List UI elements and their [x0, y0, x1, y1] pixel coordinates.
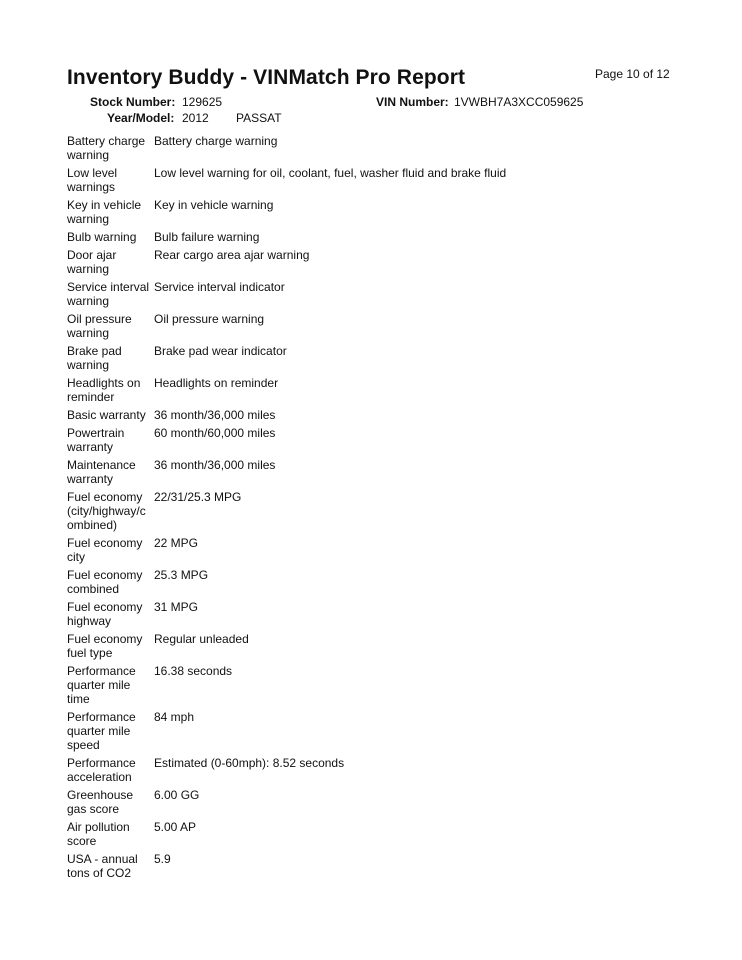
spec-row: [67, 756, 667, 784]
year-model-label: Year/Model:: [107, 111, 175, 125]
spec-row: [67, 312, 667, 340]
spec-value: Bulb failure warning: [154, 230, 260, 244]
spec-row: [67, 600, 667, 628]
stock-number-label: Stock Number:: [90, 95, 176, 109]
spec-label: Key in vehicle warning: [67, 198, 142, 226]
stock-number-row: [90, 95, 175, 109]
stock-number-value: 129625: [182, 95, 223, 109]
spec-table: [67, 134, 667, 884]
spec-label: Performance quarter mile time: [67, 664, 136, 706]
spec-value: Rear cargo area ajar warning: [154, 248, 310, 262]
spec-label: Performance acceleration: [67, 756, 136, 784]
spec-row: [67, 788, 667, 816]
spec-value: Low level warning for oil, coolant, fuel, washer fluid and brake fluid: [154, 166, 507, 180]
model-value: PASSAT: [236, 111, 282, 125]
spec-label: Performance quarter mile speed: [67, 710, 136, 752]
spec-value: 60 month/60,000 miles: [154, 426, 276, 440]
spec-label: Powertrain warranty: [67, 426, 125, 454]
spec-value: 22 MPG: [154, 536, 199, 550]
spec-label: Fuel economy fuel type: [67, 632, 143, 660]
spec-label: Bulb warning: [67, 230, 137, 244]
spec-value: Battery charge warning: [154, 134, 278, 148]
spec-value: 16.38 seconds: [154, 664, 233, 678]
page-number: Page 10 of 12: [595, 67, 670, 81]
spec-value: 84 mph: [154, 710, 195, 724]
spec-row: [67, 632, 667, 660]
spec-row: [67, 426, 667, 454]
spec-value: Oil pressure warning: [154, 312, 265, 326]
year-model-row: [107, 111, 174, 125]
spec-value: Key in vehicle warning: [154, 198, 274, 212]
spec-label: Basic warranty: [67, 408, 146, 422]
spec-row: [67, 230, 667, 244]
spec-row: [67, 458, 667, 486]
spec-value: 5.00 AP: [154, 820, 197, 834]
spec-label: Fuel economy highway: [67, 600, 143, 628]
spec-row: [67, 166, 667, 194]
spec-row: [67, 820, 667, 848]
spec-value: 5.9: [154, 852, 171, 866]
spec-row: [67, 408, 667, 422]
spec-value: Brake pad wear indicator: [154, 344, 287, 358]
spec-value: Estimated (0-60mph): 8.52 seconds: [154, 756, 345, 770]
spec-row: [67, 568, 667, 596]
spec-label: Low level warnings: [67, 166, 118, 194]
year-value: 2012: [182, 111, 209, 125]
spec-value: Headlights on reminder: [154, 376, 279, 390]
spec-label: Fuel economy combined: [67, 568, 143, 596]
spec-value: 22/31/25.3 MPG: [154, 490, 242, 504]
spec-label: Oil pressure warning: [67, 312, 132, 340]
spec-value: Service interval indicator: [154, 280, 285, 294]
spec-label: Battery charge warning: [67, 134, 146, 162]
vin-number-row: [376, 95, 449, 109]
spec-label: Fuel economy (city/highway/c ombined): [67, 490, 146, 532]
spec-row: [67, 344, 667, 372]
spec-label: Air pollution score: [67, 820, 130, 848]
spec-row: [67, 198, 667, 226]
spec-row: [67, 664, 667, 706]
spec-row: [67, 376, 667, 404]
spec-value: 36 month/36,000 miles: [154, 458, 276, 472]
spec-label: Service interval warning: [67, 280, 150, 308]
spec-label: Greenhouse gas score: [67, 788, 134, 816]
spec-row: [67, 536, 667, 564]
spec-label: Maintenance warranty: [67, 458, 136, 486]
spec-value: 6.00 GG: [154, 788, 200, 802]
spec-value: 31 MPG: [154, 600, 199, 614]
vin-number-label: VIN Number:: [376, 95, 449, 109]
spec-row: [67, 280, 667, 308]
spec-value: 25.3 MPG: [154, 568, 209, 582]
spec-row: [67, 134, 667, 162]
spec-row: [67, 852, 667, 880]
spec-label: Brake pad warning: [67, 344, 122, 372]
spec-label: Door ajar warning: [67, 248, 117, 276]
report-title: Inventory Buddy - VINMatch Pro Report: [67, 66, 466, 89]
spec-row: [67, 710, 667, 752]
spec-label: Headlights on reminder: [67, 376, 141, 404]
spec-row: [67, 248, 667, 276]
vin-number-value: 1VWBH7A3XCC059625: [454, 95, 584, 109]
spec-value: Regular unleaded: [154, 632, 249, 646]
spec-label: USA - annual tons of CO2: [67, 852, 138, 880]
spec-row: [67, 490, 667, 532]
spec-label: Fuel economy city: [67, 536, 143, 564]
spec-value: 36 month/36,000 miles: [154, 408, 276, 422]
